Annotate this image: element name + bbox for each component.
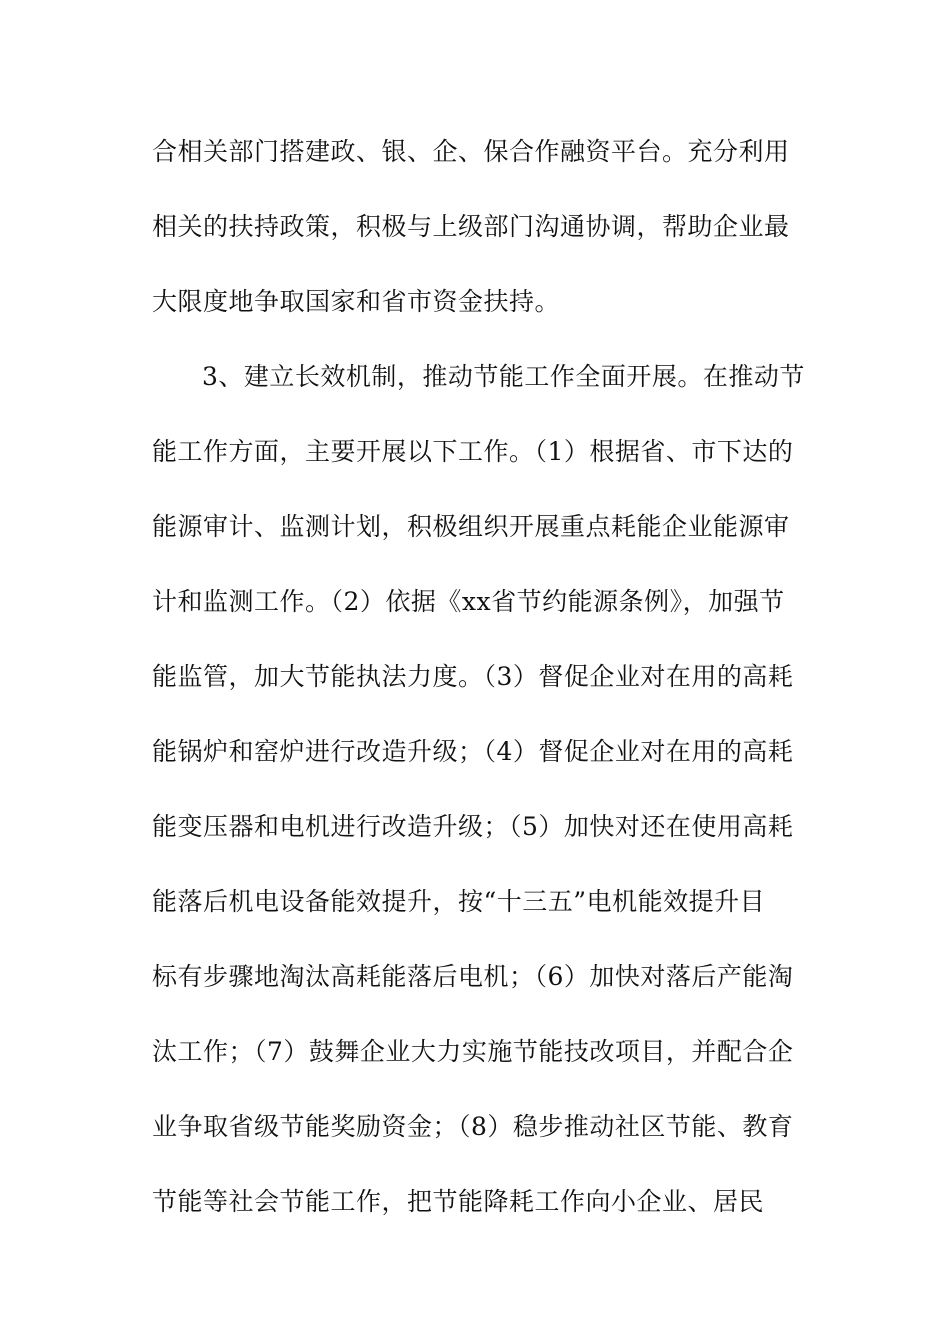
text-line: 业争取省级节能奖励资金；（8）稳步推动社区节能、教育 [152,1112,794,1141]
text-line: 大限度地争取国家和省市资金扶持。 [152,287,561,316]
text-line: 标有步骤地淘汰高耗能落后电机；（6）加快对落后产能淘 [152,962,794,991]
body-text [152,128,812,1253]
text-line: 能落后机电设备能效提升，按“十三五”电机能效提升目 [152,887,766,916]
text-line: 相关的扶持政策，积极与上级部门沟通协调，帮助企业最 [152,212,790,241]
text-line: 计和监测工作。（2）依据《xx省节约能源条例》，加强节 [152,587,785,616]
text-line: 合相关部门搭建政、银、企、保合作融资平台。充分利用 [152,137,790,166]
paragraph-start-line: 3、建立长效机制，推动节能工作全面开展。在推动节 [202,362,805,391]
text-line: 能变压器和电机进行改造升级；（5）加快对还在使用高耗 [152,812,794,841]
text-line: 能锅炉和窑炉进行改造升级；（4）督促企业对在用的高耗 [152,737,794,766]
text-line: 能源审计、监测计划，积极组织开展重点耗能企业能源审 [152,512,790,541]
text-line: 能监管，加大节能执法力度。（3）督促企业对在用的高耗 [152,662,794,691]
text-line: 节能等社会节能工作，把节能降耗工作向小企业、居民 [152,1187,765,1216]
text-line: 能工作方面，主要开展以下工作。（1）根据省、市下达的 [152,437,794,466]
text-line: 汰工作；（7）鼓舞企业大力实施节能技改项目，并配合企 [152,1037,794,1066]
